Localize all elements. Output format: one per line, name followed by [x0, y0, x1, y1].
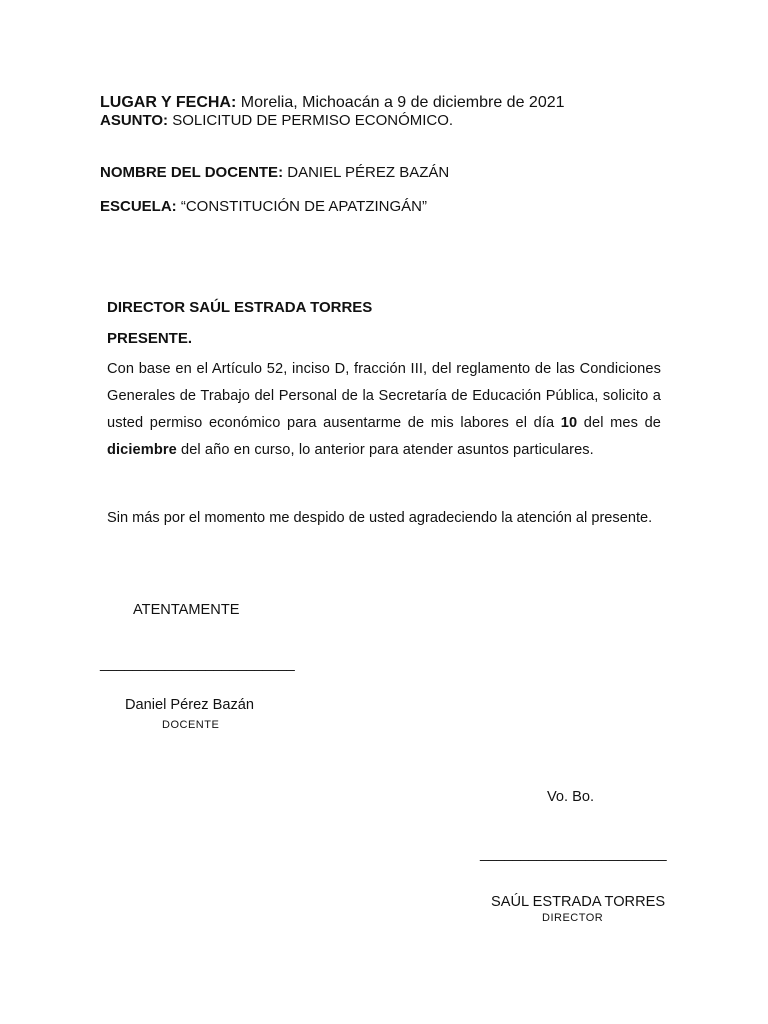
teacher-value: DANIEL PÉREZ BAZÁN [287, 164, 450, 181]
body-text-part-2: del mes de [577, 415, 662, 431]
place-date-value: Morelia, Michoacán a 9 de diciembre de 2021 [240, 94, 565, 111]
place-date-line [100, 93, 565, 112]
body-paragraph-2: Sin más por el momento me despido de usted agradeciendo la atención al presente. [107, 510, 653, 526]
subject-line [100, 112, 453, 130]
subject-label: ASUNTO: [100, 112, 169, 129]
teacher-signature-name: Daniel Pérez Bazán [125, 697, 254, 713]
teacher-signature-role: DOCENTE [162, 719, 220, 731]
director-signature-name: SAÚL ESTRADA TORRES [491, 894, 666, 910]
director-signature-line: _______________________ [480, 846, 667, 862]
recipient-present: PRESENTE. [107, 330, 193, 347]
director-signature-role: DIRECTOR [542, 912, 604, 924]
place-date-label: LUGAR Y FECHA: [100, 94, 237, 111]
body-paragraph-1 [107, 356, 661, 464]
school-label: ESCUELA: [100, 198, 177, 215]
body-month: diciembre [107, 442, 177, 458]
body-text-part-3: del año en curso, lo anterior para atender asuntos particulares. [176, 442, 594, 458]
recipient-title: DIRECTOR SAÚL ESTRADA TORRES [107, 299, 373, 316]
school-line [100, 198, 427, 216]
teacher-signature-line: ________________________ [100, 656, 295, 672]
school-value: “CONSTITUCIÓN DE APATZINGÁN” [180, 198, 427, 215]
body-day: 10 [560, 415, 578, 431]
teacher-line [100, 164, 449, 182]
closing-atentamente: ATENTAMENTE [133, 602, 240, 618]
body-text-part-1: Con base en el Artículo 52, inciso D, fracción III, del reglamento de las Condiciones Generales de Trabajo del Personal de la Secretaría de Educación Pública, solicito a usted permiso económico para ausentarme de mis labores el día [107, 361, 661, 431]
subject-value: SOLICITUD DE PERMISO ECONÓMICO. [172, 112, 454, 129]
teacher-label: NOMBRE DEL DOCENTE: [100, 164, 284, 181]
vobo-label: Vo. Bo. [547, 789, 595, 805]
